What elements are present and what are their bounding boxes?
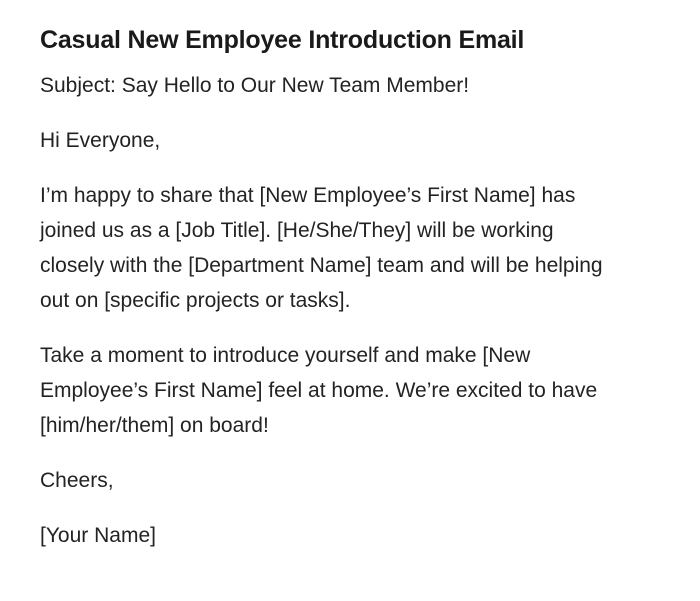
call-to-action-paragraph: Take a moment to introduce yourself and make [New Employee’s First Name] feel at home. We’re excited to have [him/her/them] on board! xyxy=(40,344,598,437)
signoff-line: Cheers, xyxy=(40,469,114,492)
signature-placeholder: [Your Name] xyxy=(40,524,156,547)
document-title: Casual New Employee Introduction Email xyxy=(40,26,525,54)
greeting-line: Hi Everyone, xyxy=(40,129,161,152)
intro-paragraph: I’m happy to share that [New Employee’s First Name] has joined us as a [Job Title]. [He/She/They] will be working closely with the [Department Name] team and will be helping out on [specific projects or tasks]. xyxy=(40,184,603,312)
subject-line: Subject: Say Hello to Our New Team Member! xyxy=(40,74,470,97)
